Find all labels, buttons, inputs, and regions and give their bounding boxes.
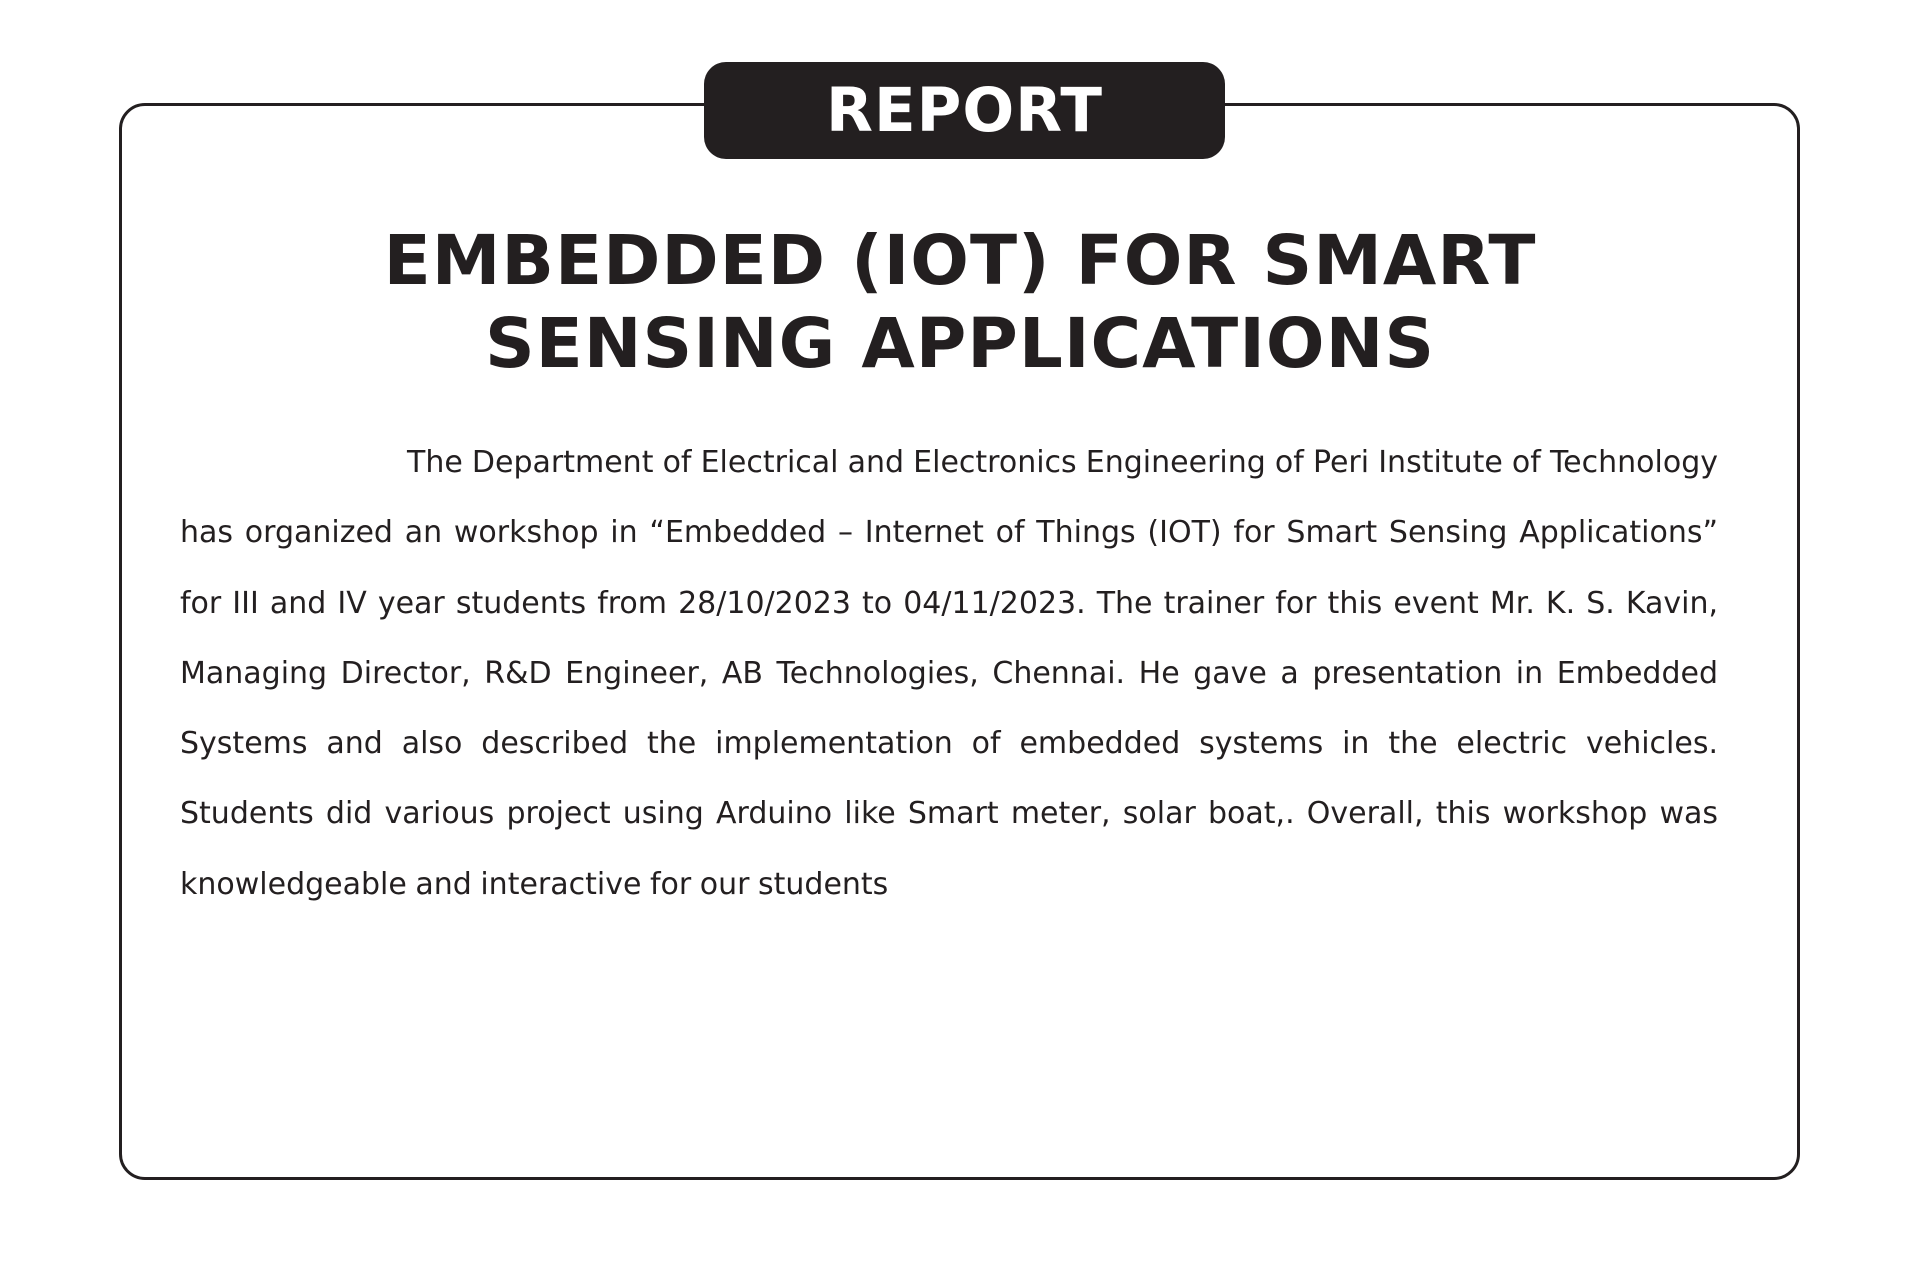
report-badge [704,62,1225,159]
report-body-paragraph: The Department of Electrical and Electronics Engineering of Peri Institute of Technology has organized an workshop in “Embedded – Internet of Things (IOT) for Smart Sensing Applications” for III and IV year students from 28/10/2023 to 04/11/2023. The trainer for this event Mr. K. S. Kavin, Managing Director, R&D Engineer, AB Technologies, Chennai. He gave a presentation in Embedded Systems and also described the implementation of embedded systems in the electric vehicles. Students did various project using Arduino like Smart meter, solar boat,. Overall, this workshop was knowledgeable and interactive for our students [180,445,1718,902]
report-title [220,220,1700,386]
report-badge-label: REPORT [825,75,1104,146]
report-title-line-2: SENSING APPLICATIONS [484,304,1436,384]
report-title-line-1: EMBEDDED (IOT) FOR SMART [383,221,1537,301]
